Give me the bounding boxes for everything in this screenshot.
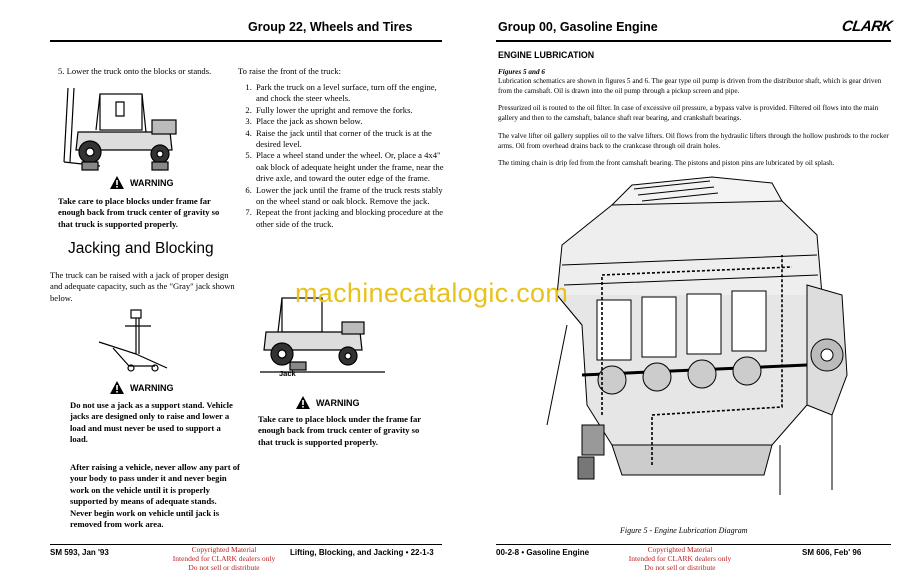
warning-label: WARNING [130,177,174,188]
copyright-line: Intended for CLARK dealers only [628,554,732,563]
section-title-jacking: Jacking and Blocking [68,240,214,257]
footer-right: Lifting, Blocking, and Jacking • 22-1-3 [290,548,434,557]
raise-front-title: To raise the front of the truck: [238,66,341,76]
forklift-on-blocks-illustration [60,80,195,172]
step-item: 3. Place the jack as shown below. [254,116,449,127]
raise-front-steps [240,82,449,230]
footer-left: 00-2-8 • Gasoline Engine [496,548,590,557]
warning-label: WARNING [316,397,360,408]
page-header-title: Group 22, Wheels and Tires [248,20,413,34]
header-rule [496,40,891,42]
site-watermark: machinecatalogic.com [295,278,569,308]
gray-jack-illustration [95,308,175,374]
copyright-line: Do not sell or distribute [188,563,260,572]
warning-text-1: Take care to place blocks under frame far enough back from truck center of gravity so that truck is supported properly. [58,196,220,229]
warning-text-4: Take care to place block under the frame far enough back from truck center of gravity so that truck is supported properly. [258,414,421,447]
step-item: 4. Raise the jack until that corner of the truck is at the desired level. [254,128,449,151]
step-item: 7. Repeat the front jacking and blocking procedure at the other side of the truck. [254,207,449,230]
jack-label: Jack [279,369,296,378]
step-item: 5. Place a wheel stand under the wheel. Or, place a 4x4" oak block of adequate height under the frame, near the drive axle, and toward the outer edge of the frame. [254,150,449,184]
warning-label: WARNING [130,382,174,393]
page-header-title: Group 00, Gasoline Engine [498,20,658,34]
paragraph-4: The timing chain is drip fed from the front camshaft bearing. The pistons and piston pins are lubricated by oil splash. [498,159,835,167]
footer-right: SM 606, Feb' 96 [802,548,862,557]
figure-caption: Figure 5 - Engine Lubrication Diagram [620,526,748,535]
figures-reference: Figures 5 and 6 [498,68,545,76]
warning-text-3: After raising a vehicle, never allow any part of your body to pass under it and never begin work on the vehicle until it is properly supported by means of adequate stands. Never begin work on vehicle until jack is removed from work area. [70,462,240,530]
warning-triangle-icon [110,176,124,189]
engine-lubrication-diagram [542,175,862,515]
paragraph-1: Lubrication schematics are shown in figures 5 and 6. The gear type oil pump is driven from the distributor shaft, which is gear driven from the camshaft. Oil is drawn into the oil pump through a pickup screen and pipe. [498,77,882,95]
copyright-notice [620,545,740,572]
clark-logo: CLARK [840,18,894,35]
intro-text: The truck can be raised with a jack of proper design and adequate capacity, such as the "Gray" jack shown below. [50,270,235,303]
footer-left: SM 593, Jan '93 [50,548,109,557]
paragraph-2: Pressurized oil is routed to the oil filter. In case of excessive oil pressure, a bypass valve is provided. Filtered oil flows into the main gallery and then to the camshaft, balance shaft rear bearing, and crankshaft bearings. [498,104,879,122]
warning-heading-2 [110,381,174,394]
copyright-line: Copyrighted Material [647,545,713,554]
warning-text-2: Do not use a jack as a support stand. Vehicle jacks are designed only to raise and lower a load and must never be used to support a load. [70,400,233,445]
paragraph-3: The valve lifter oil gallery supplies oil to the valve lifters. Oil flows from the hydraulic lifters through the hollow pushrods to the rocker arms. Oil from overhead drains back to the crankcase through oil drain holes. [498,132,889,150]
warning-triangle-icon [296,396,310,409]
header-rule [50,40,442,42]
step-item: 2. Fully lower the upright and remove the forks. [254,105,449,116]
step-item: 1. Park the truck on a level surface, turn off the engine, and chock the steer wheels. [254,82,449,105]
warning-triangle-icon [110,381,124,394]
step-5-text: 5. Lower the truck onto the blocks or stands. [58,66,212,76]
step-item: 6. Lower the jack until the frame of the truck rests stably on the wheel stand or oak block. Remove the jack. [254,185,449,208]
copyright-notice [164,545,284,572]
copyright-line: Intended for CLARK dealers only [172,554,276,563]
copyright-line: Copyrighted Material [191,545,257,554]
copyright-line: Do not sell or distribute [644,563,716,572]
section-title: ENGINE LUBRICATION [498,50,595,60]
warning-heading-1 [110,176,174,189]
warning-heading-3 [296,396,360,409]
